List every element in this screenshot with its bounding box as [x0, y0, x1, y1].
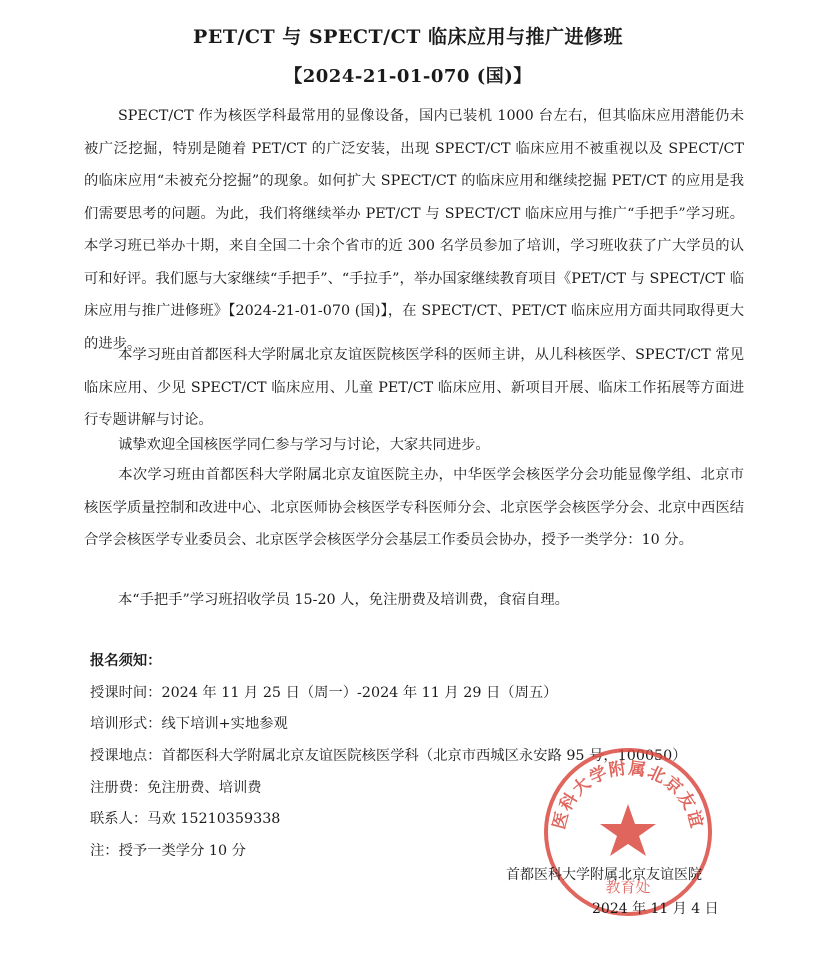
note-item: 授课地点：首都医科大学附属北京友谊医院核医学科（北京市西城区永安路 95 号，100050） — [90, 748, 687, 765]
note-item: 授课时间：2024 年 11 月 25 日（周一）-2024 年 11 月 29 日（周五） — [90, 684, 558, 701]
seal-arc-textpath: 医科大学附属北京友谊 — [549, 758, 707, 832]
project-code: 【2024-21-01-070 (国)】 — [284, 66, 532, 87]
note-item: 联系人：马欢 15210359338 — [90, 811, 281, 828]
seal-star-icon — [600, 804, 656, 856]
paragraph-text: 本学习班由首都医科大学附属北京友谊医院核医学科的医师主讲，从儿科核医学、SPECT/CT 常见临床应用、少见 SPECT/CT 临床应用、儿童 PET/CT 临床应用、新项目开展、临床工作拓展等方面进行专题讲解与讨论。 — [84, 347, 744, 428]
signature-block — [506, 860, 746, 924]
document-title: PET/CT 与 SPECT/CT 临床应用与推广进修班 — [193, 26, 623, 48]
note-item: 培训形式：线下培训+实地参观 — [90, 716, 288, 733]
paragraph-text: SPECT/CT 作为核医学科最常用的显像设备，国内已装机 1000 台左右，但其临床应用潜能仍未被广泛挖掘，特别是随着 PET/CT 的广泛安装，出现 SPECT/CT 临床应用不被重视以及 SPECT/CT 的临床应用“未被充分挖掘”的现象。如何扩大 SPECT/CT 的临床应用和继续挖掘 PET/CT 的应用是我们需要思考的问题。为此，我们将继续举办 PET/CT 与 SPECT/CT 临床应用与推广“手把手”学习班。本学习班已举办十期，来自全国二十余个省市的近 300 名学员参加了培训，学习班收获了广大学员的认可和好评。我们愿与大家继续“手把手”、“手拉手”，举办国家继续教育项目《PET/CT 与 SPECT/CT 临床应用与推广进修班》【2024-21-01-070 (国)】，在 SPECT/CT、PET/CT 临床应用方面共同取得更大的进步。 — [84, 108, 744, 352]
note-item: 注：授予一类学分 10 分 — [90, 843, 246, 860]
body-paragraph — [84, 429, 744, 462]
paragraph-text: 本“手把手”学习班招收学员 15-20 人，免注册费及培训费，食宿自理。 — [118, 592, 569, 608]
paragraph-text: 诚挚欢迎全国核医学同仁参与学习与讨论，大家共同进步。 — [118, 437, 490, 453]
signature-date: 2024 年 11 月 4 日 — [592, 901, 719, 917]
paragraph-text: 本次学习班由首都医科大学附属北京友谊医院主办，中华医学会核医学分会功能显像学组、北京市核医学质量控制和改进中心、北京医师协会核医学专科医师分会、北京医学会核医学分会、北京中西医结合学会核医学专业委员会、北京医学会核医学分会基层工作委员会协办，授予一类学分：10 分。 — [84, 467, 744, 548]
seal-bottom-text: 教育处 — [605, 878, 651, 896]
body-paragraph — [84, 584, 744, 617]
body-paragraph — [84, 459, 744, 557]
notes-heading: 报名须知： — [90, 653, 162, 669]
body-paragraph — [84, 339, 744, 437]
note-item: 注册费：免注册费、培训费 — [90, 779, 262, 796]
signature-organization: 首都医科大学附属北京友谊医院 — [506, 867, 702, 883]
body-paragraph — [84, 100, 744, 360]
seal-arc-text — [538, 742, 708, 831]
